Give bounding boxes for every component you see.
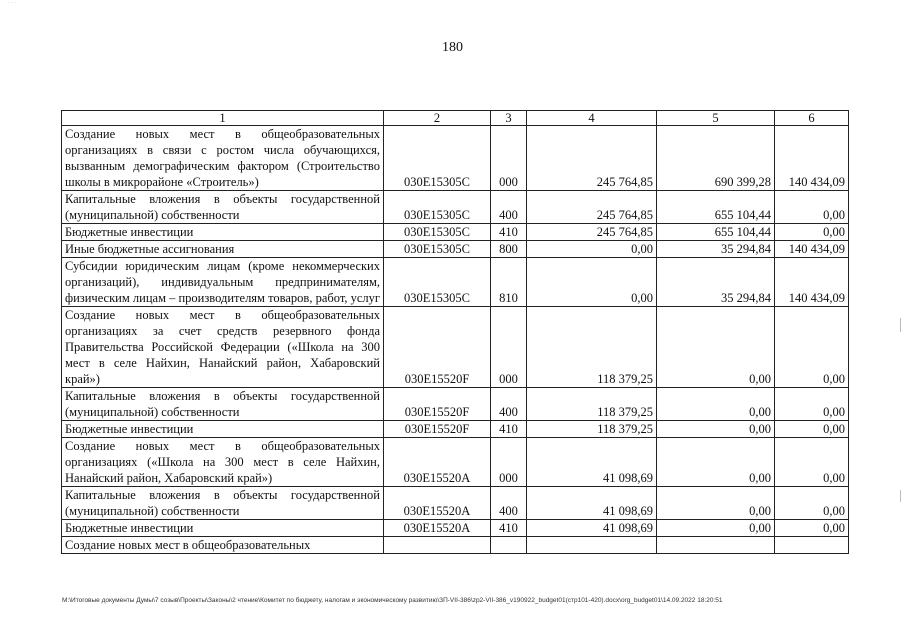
row-name-cell: Бюджетные инвестиции xyxy=(62,421,384,438)
amount-year-1-cell: 118 379,25 xyxy=(527,388,657,421)
table-row xyxy=(62,438,849,487)
table-row xyxy=(62,224,849,241)
amount-year-2-cell: 655 104,44 xyxy=(657,191,775,224)
target-article-code-cell: 030Е15305С xyxy=(384,258,491,307)
amount-year-3-cell: 0,00 xyxy=(775,421,849,438)
amount-year-2-cell: 35 294,84 xyxy=(657,241,775,258)
target-article-code-cell: 030Е15305С xyxy=(384,241,491,258)
row-name-cell: Бюджетные инвестиции xyxy=(62,520,384,537)
table-row xyxy=(62,258,849,307)
target-article-code-cell: 030Е15520F xyxy=(384,421,491,438)
row-name-cell: Создание новых мест в общеобразовательных организациях («Школа на 300 мест в селе Найхин, Нанайский район, Хабаровский край») xyxy=(62,438,384,487)
amount-year-1-cell: 41 098,69 xyxy=(527,520,657,537)
amount-year-1-cell: 118 379,25 xyxy=(527,307,657,388)
amount-year-2-cell: 35 294,84 xyxy=(657,258,775,307)
target-article-code-cell: 030Е15520F xyxy=(384,307,491,388)
row-name-cell: Бюджетные инвестиции xyxy=(62,224,384,241)
amount-year-3-cell: 140 434,09 xyxy=(775,258,849,307)
amount-year-1-cell: 41 098,69 xyxy=(527,438,657,487)
amount-year-2-cell: 655 104,44 xyxy=(657,224,775,241)
amount-year-1-cell: 41 098,69 xyxy=(527,487,657,520)
expense-type-code-cell: 400 xyxy=(491,191,527,224)
expense-type-code-cell: 410 xyxy=(491,224,527,241)
table-row xyxy=(62,537,849,554)
amount-year-3-cell: 0,00 xyxy=(775,191,849,224)
amount-year-1-cell: 0,00 xyxy=(527,258,657,307)
column-header: 5 xyxy=(657,111,775,126)
expense-type-code-cell: 000 xyxy=(491,307,527,388)
target-article-code-cell: 030Е15520А xyxy=(384,438,491,487)
amount-year-3-cell: 140 434,09 xyxy=(775,241,849,258)
amount-year-1-cell xyxy=(527,537,657,554)
margin-mark xyxy=(900,490,901,502)
amount-year-3-cell: 0,00 xyxy=(775,307,849,388)
table-row xyxy=(62,421,849,438)
amount-year-1-cell: 0,00 xyxy=(527,241,657,258)
amount-year-2-cell: 0,00 xyxy=(657,307,775,388)
target-article-code-cell: 030Е15305С xyxy=(384,126,491,191)
row-name-cell: Субсидии юридическим лицам (кроме некоммерческих организаций), индивидуальным предпринимателям, физическим лицам – производителям товаров, работ, услуг xyxy=(62,258,384,307)
expense-type-code-cell: 000 xyxy=(491,438,527,487)
target-article-code-cell: 030Е15520А xyxy=(384,487,491,520)
amount-year-3-cell: 0,00 xyxy=(775,224,849,241)
page-number: 180 xyxy=(442,40,463,55)
expense-type-code-cell: 410 xyxy=(491,421,527,438)
amount-year-3-cell: 0,00 xyxy=(775,388,849,421)
expense-type-code-cell: 000 xyxy=(491,126,527,191)
row-name-cell: Иные бюджетные ассигнования xyxy=(62,241,384,258)
expense-type-code-cell: 800 xyxy=(491,241,527,258)
amount-year-3-cell: 0,00 xyxy=(775,438,849,487)
row-name-cell: Капитальные вложения в объекты государственной (муниципальной) собственности xyxy=(62,388,384,421)
expense-type-code-cell: 810 xyxy=(491,258,527,307)
expense-type-code-cell: 400 xyxy=(491,487,527,520)
table-row xyxy=(62,388,849,421)
table-row xyxy=(62,241,849,258)
amount-year-2-cell: 0,00 xyxy=(657,487,775,520)
column-header: 4 xyxy=(527,111,657,126)
target-article-code-cell: 030Е15305С xyxy=(384,224,491,241)
amount-year-1-cell: 118 379,25 xyxy=(527,421,657,438)
amount-year-2-cell: 0,00 xyxy=(657,520,775,537)
table-body xyxy=(62,126,849,554)
target-article-code-cell: 030Е15305С xyxy=(384,191,491,224)
table-row xyxy=(62,487,849,520)
table-row xyxy=(62,307,849,388)
amount-year-2-cell xyxy=(657,537,775,554)
table-row xyxy=(62,191,849,224)
column-header: 3 xyxy=(491,111,527,126)
amount-year-2-cell: 690 399,28 xyxy=(657,126,775,191)
amount-year-2-cell: 0,00 xyxy=(657,388,775,421)
amount-year-1-cell: 245 764,85 xyxy=(527,224,657,241)
amount-year-1-cell: 245 764,85 xyxy=(527,126,657,191)
row-name-cell: Капитальные вложения в объекты государственной (муниципальной) собственности xyxy=(62,487,384,520)
amount-year-3-cell: 0,00 xyxy=(775,520,849,537)
amount-year-1-cell: 245 764,85 xyxy=(527,191,657,224)
table-header-row xyxy=(62,111,849,126)
amount-year-3-cell: 140 434,09 xyxy=(775,126,849,191)
expense-type-code-cell: 410 xyxy=(491,520,527,537)
target-article-code-cell xyxy=(384,537,491,554)
column-header: 6 xyxy=(775,111,849,126)
target-article-code-cell: 030Е15520А xyxy=(384,520,491,537)
amount-year-2-cell: 0,00 xyxy=(657,438,775,487)
expense-type-code-cell xyxy=(491,537,527,554)
table-row xyxy=(62,126,849,191)
column-header: 2 xyxy=(384,111,491,126)
row-name-cell: Создание новых мест в общеобразовательных организациях в связи с ростом числа обучающихся, вызванным демографическим фактором (Строительство школы в микрорайоне «Строитель») xyxy=(62,126,384,191)
table-row xyxy=(62,520,849,537)
column-header: 1 xyxy=(62,111,384,126)
scan-artifact: · · · xyxy=(8,0,16,6)
amount-year-3-cell xyxy=(775,537,849,554)
budget-table xyxy=(61,110,849,554)
target-article-code-cell: 030Е15520F xyxy=(384,388,491,421)
row-name-cell: Капитальные вложения в объекты государственной (муниципальной) собственности xyxy=(62,191,384,224)
row-name-cell: Создание новых мест в общеобразовательных xyxy=(62,537,384,554)
amount-year-2-cell: 0,00 xyxy=(657,421,775,438)
expense-type-code-cell: 400 xyxy=(491,388,527,421)
document-path-footer: M:\Итоговые документы Думы\7 созыв\Проекты\Законы\2 чтение\Комитет по бюджету, налогам и экономическому развитию\ЗП-VII-386\zp2-VII-386_v190922_budget01(стр101-420).docx\org_budget01\14.09.2022 18:20:51 xyxy=(62,597,723,604)
row-name-cell: Создание новых мест в общеобразовательных организациях за счет средств резервного фонда Правительства Российской Федерации («Школа на 300 мест в селе Найхин, Нанайский район, Хабаровский край») xyxy=(62,307,384,388)
amount-year-3-cell: 0,00 xyxy=(775,487,849,520)
margin-mark xyxy=(900,318,901,332)
